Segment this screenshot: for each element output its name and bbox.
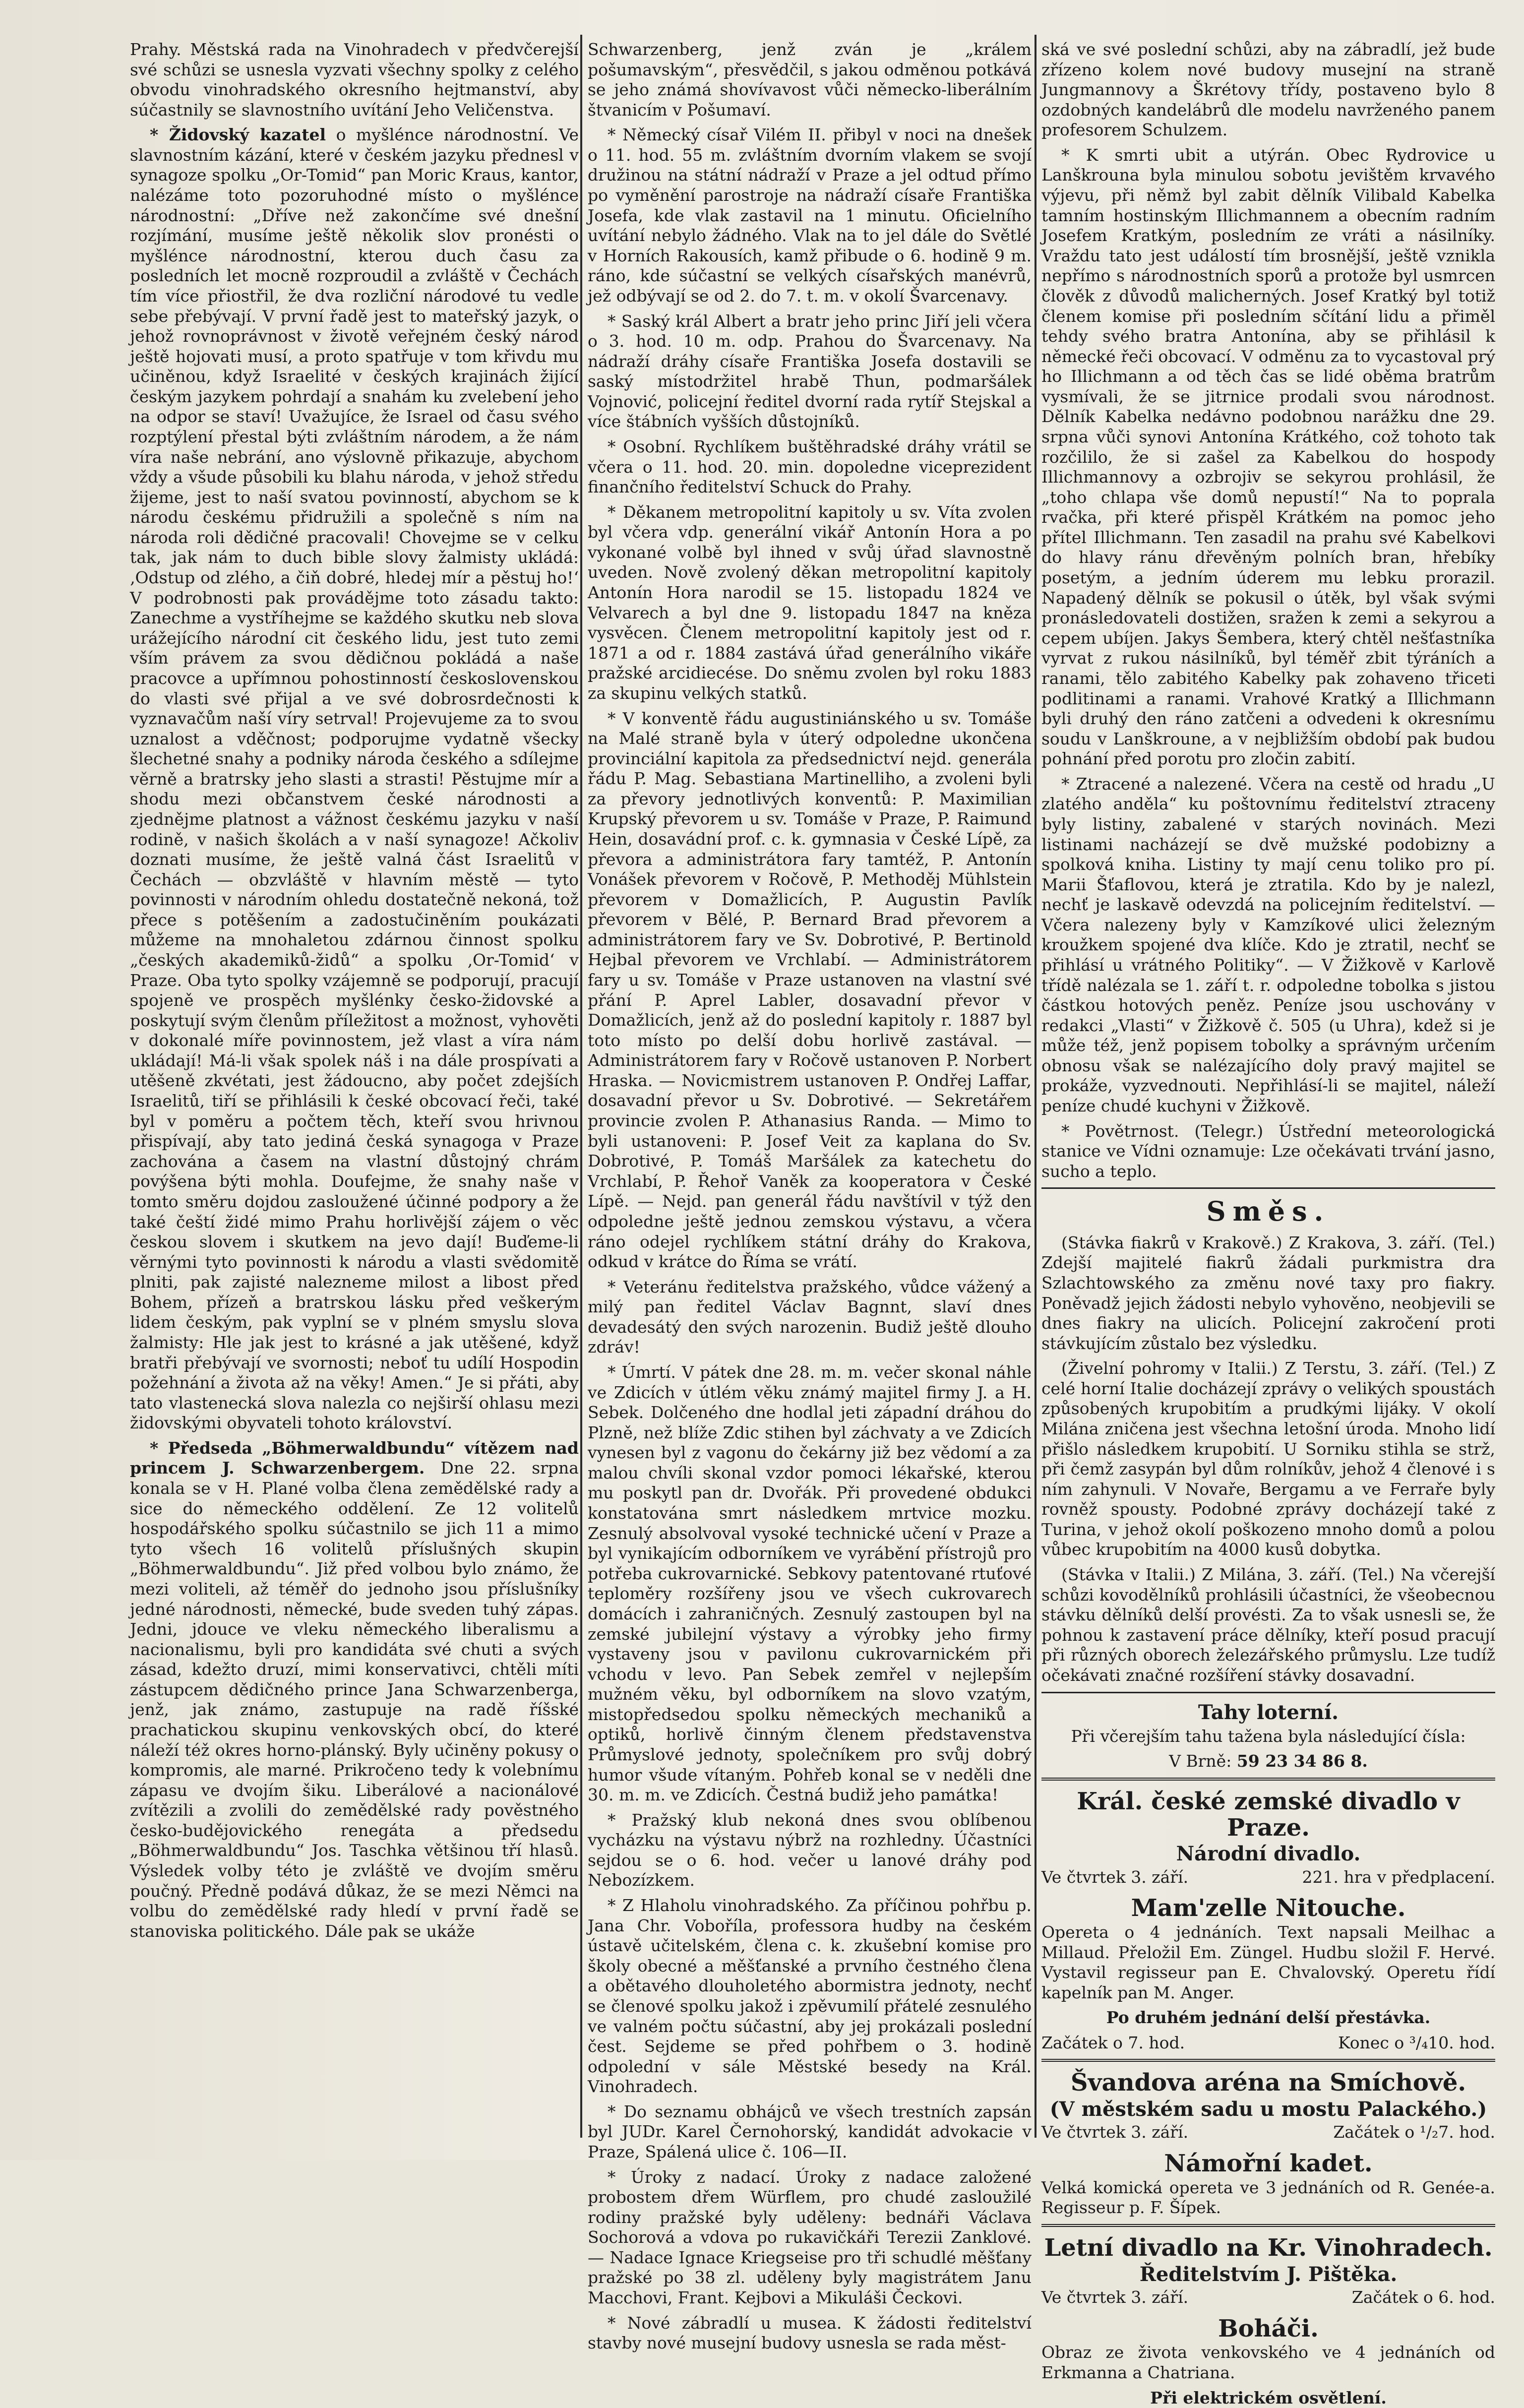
lottery-results xyxy=(1041,1751,1495,1772)
theatre-subtitle: (V městském sadu u mostu Palackého.) xyxy=(1041,2097,1495,2121)
article-paragraph: * Německý císař Vilém II. přibyl v noci na dnešek o 11. hod. 55 m. zvláštním dvorním vlakem se svojí družinou na státní nádraží v Praze a jel odtud přímo po vyměnění parostroje na nádraží císaře Františka Josefa, kde vlak zastavil na 1 minutu. Oficielního uvítání nebylo žádného. Vlak na to jel dále do Světlé v Horních Rakousích, kamž přibude o 6. hodině 9 m. ráno, kde súčastní se velkých císařských manévrů, jež odbývají se od 2. do 7. t. m. v okolí Švarcenavy. xyxy=(588,125,1032,306)
column-2 xyxy=(588,40,1032,2133)
section-heading: Směs. xyxy=(1041,1195,1495,1228)
play-start: Začátek o 6. hod. xyxy=(1352,2287,1495,2308)
play-start: Začátek o ¹/₂7. hod. xyxy=(1333,2122,1495,2143)
article-paragraph: * Nové zábradlí u musea. K žádosti ředitelství stavby nové musejní budovy usnesla se rada měst- xyxy=(588,2313,1032,2353)
play-description: Obraz ze života venkovského ve 4 jednáních od Erkmanna a Chatriana. xyxy=(1041,2343,1495,2383)
article-paragraph: * V konventě řádu augustiniánského u sv. Tomáše na Malé straně byla v úterý odpoledne ukončena provinciální kapitola za předsednictví nejd. generála řádu P. Mag. Sebastiana Martinelliho, a zvoleni byli za převory jednotlivých konventů: P. Maximilian Krupský převorem u sv. Tomáše v Praze, P. Raimund Hein, dosavádní prof. c. k. gymnasia v České Lípě, za převora a administrátora fary tamtéž, P. Antonín Vonášek převorem v Ročově, P. Methoděj Mühlstein převorem v Domažlicích, P. Augustin Pavlík převorem v Bělé, P. Bernard Brad převorem a administrátorem fary ve Sv. Dobrotivé, P. Bertinold Hejbal převorem ve Vrchlabí. — Administrátorem fary u sv. Tomáše v Praze ustanoven na vlastní své přání P. Aprel Labler, dosavadní převor v Domažlicích, jenž až do poslední kapitoly r. 1887 byl toto místo po delší dobu horlivě zastával. — Administrátorem fary v Ročově ustanoven P. Norbert Hraska. — Novicmistrem ustanoven P. Ondřej Laffar, dosavadní převor u Sv. Dobrotivé. — Sekretářem provincie zvolen P. Athanasius Randa. — Mimo to byli ustanoveni: P. Josef Veit za kaplana do Sv. Dobrotivé, P. Tomáš Maršálek za katechetu do Vrchlabí, P. Řehoř Vaněk za kooperatora v České Lípě. — Nejd. pan generál řádu navštívil v týž den odpoledne ještě jednou zemskou výstavu, a včera ráno odejel rychlíkem státní dráhy do Krakova, odkud v krátce do Říma se vrátí. xyxy=(588,709,1032,1272)
column-rule xyxy=(580,35,582,2138)
theatre-subtitle: Ředitelstvím J. Pištěka. xyxy=(1041,2262,1495,2286)
play-end: Konec o ³/₄10. hod. xyxy=(1338,2033,1495,2053)
article-paragraph: * Do seznamu obhájců ve všech trestních zapsán byl JUDr. Karel Černohorský, kandidát advokacie v Praze, Spálená ulice č. 106—II. xyxy=(588,2102,1032,2162)
play-times xyxy=(1041,2033,1495,2053)
theatre-title: Král. české zemské divadlo v Praze. xyxy=(1041,1789,1495,1841)
section-divider xyxy=(1041,2224,1495,2227)
theatre-date: Ve čtvrtek 3. září. xyxy=(1041,2122,1188,2143)
section-divider xyxy=(1041,2059,1495,2062)
lottery-title: Tahy loterní. xyxy=(1041,1700,1495,1725)
play-title: Boháči. xyxy=(1041,2316,1495,2342)
article-title: * Předseda „Böhmerwaldbundu“ vítězem nad princem J. Schwarzenbergem. xyxy=(130,1438,579,1478)
column-3 xyxy=(1041,40,1495,2133)
news-item: (Stávka fiakrů v Krakově.) Z Krakova, 3. září. (Tel.) Zdejší majitelé fiakrů žádali purkmistra dra Szlachtowského za změnu nové taxy pro fiakry. Poněvadž jejich žádosti nebylo vyhověno, neobjevili se dnes fiakry na ulicích. Policejní zakročení proti stávkujícím zůstalo bez výsledku. xyxy=(1041,1233,1495,1354)
theatre-title: Letní divadlo na Kr. Vinohradech. xyxy=(1041,2235,1495,2261)
article-text: Dne 22. srpna konala se v H. Plané volba člena zemědělské rady a sice do německého oddělení. Ze 12 volitelů hospodářského spolku súčastnilo se jich 11 a mimo tyto všech 16 volitelů příslušných skupin „Böhmerwaldbundu“. Již před volbou bylo známo, že mezi voliteli, až téměř do jednoho jsou příslušníky jedné národnosti, německé, bude sveden tuhý zápas. Jedni, jdouce ve vleku německého liberalismu a nacionalismu, byli pro kandidáta své chuti a svých zásad, kdežto druzí, mimi konservativci, chtěli míti zástupcem dědičného prince Jana Schwarzenberga, jenž, jak známo, zastupuje na radě říšské prachatickou skupinu venkovských obcí, do které náleží též okres horno-plánský. Byly učiněny pokusy o kompromis, ale marné. Prikročeno tedy k volebnímu zápasu ve dvojím šiku. Liberálové a nacionálové zvítězili a zvolili do zemědělské rady pověstného česko-budějovického renegáta a předsedu „Böhmerwaldbundu“ Jos. Taschka většinou tří hlasů. Výsledek volby této je zvláště ve dvojím směru poučný. Předně podává důkaz, že se mezi Němci na volbu do zemědělské rady hledí v první řadě se stanoviska politického. Dále pak se ukáže xyxy=(130,1458,579,1940)
article-paragraph: * Saský král Albert a bratr jeho princ Jiří jeli včera o 3. hod. 10 m. odp. Prahou do Švarcenavy. Na nádraží dráhy císaře Františka Josefa dostavili se saský místodržitel hrabě Thun, podmaršálek Vojnović, policejní ředitel dvorní rada rytíř Stejskal a více štábních vyšších důstojníků. xyxy=(588,311,1032,432)
column-1 xyxy=(130,40,579,2133)
article-paragraph xyxy=(130,125,579,1433)
section-divider xyxy=(1041,1692,1495,1693)
article-paragraph: * Povětrnost. (Telegr.) Ústřední meteorologická stanice ve Vídni oznamuje: Lze očekávati trvání jasno, sucho a teplo. xyxy=(1041,1121,1495,1182)
play-title: Mam'zelle Nitouche. xyxy=(1041,1895,1495,1921)
article-paragraph: * Veteránu ředitelstva pražského, vůdce vážený a milý pan ředitel Václav Bagnnt, slaví dnes devadesátý den svých narozenin. Budiž ještě dlouho zdráv! xyxy=(588,1277,1032,1358)
article-paragraph xyxy=(130,1438,579,1941)
article-paragraph: Schwarzenberg, jenž zván je „králem pošumavským“, přesvědčil, s jakou odměnou potkává se jeho známá shovívavost vůči německo-liberálním štvanicím v Pošumaví. xyxy=(588,40,1032,120)
lottery-intro: Při včerejším tahu tažena byla následující čísla: xyxy=(1041,1727,1495,1747)
article-paragraph: * Úmrtí. V pátek dne 28. m. m. večer skonal náhle ve Zdicích v útlém věku známý majitel firmy J. a H. Sebek. Dolčeného dne hodlal jeti západní dráhou do Plzně, než blíže Zdic stihen byl záchvaty a ve Zdicích vynesen byl z vagonu do čekárny již bez vědomí a za malou chvíli skonal vzdor pomoci lékařské, kterou mu poskytl pan dr. Dvořák. Při provedené obdukci konstatována smrt následkem mrtvice mozku. Zesnulý absolvoval vysoké technické učení v Praze a byl vynikajícím odborníkem ve vyrábění přístrojů pro potřeba cukrovarnické. Sebkovy patentované rtuťové teploměry rozšířeny jsou ve všech cukrovarech domácích i zahraničných. Zesnulý zastoupen byl na zemské jubilejní výstavy a výrobky jeho firmy vystaveny jsou v pavilonu cukrovarnickém při vchodu v levo. Pan Sebek zemřel v nejlepším mužném věku, byl odborníkem na slovo vzatým, mistopředsedou spolku německých mechaniků a optiků, horlivě činným členem představenstva Průmyslové jednoty, společníkem pro svůj dobrý humor všude vítaným. Pohřeb konal se v neděli dne 30. m. m. ve Zdicích. Čestná budiž jeho památka! xyxy=(588,1362,1032,1805)
article-title: * Židovský kazatel xyxy=(150,125,326,144)
play-note: Při elektrickém osvětlení. xyxy=(1041,2388,1495,2408)
play-start: Začátek o 7. hod. xyxy=(1041,2033,1185,2053)
article-paragraph: * Ztracené a nalezené. Včera na cestě od hradu „U zlatého anděla“ ku poštovnímu ředitelství ztraceny byly listiny, zabalené v starých novinách. Mezi listinami nacházejí se dvě mužské podobizny a spolková kniha. Listiny ty mají cenu toliko pro pí. Marii Šťaflovou, která je ztratila. Kdo by je nalezl, nechť je laskavě odevzdá na policejním ředitelství. — Včera nalezeny byly v Kamzíkové ulici železným kroužkem spojené dva klíče. Kdo je ztratil, nechť se přihlásí u vrátného Politiky“. — V Žižkově v Karlově třídě nalézala se 1. září t. r. odpoledne tobolka s jistou částkou hotových peněz. Peníze jsou uschovány v redakci „Vlasti“ v Žižkově č. 505 (u Uhra), kdež si je může též, jenž popisem tobolky a správným určením obnosu však se nalézajícího doly pravý majitel se prokáže, vyzvednouti. Nepřihlásí-li se majitel, náleží peníze chudé kuchyni v Žižkově. xyxy=(1041,774,1495,1116)
play-note: Po druhém jednání delší přestávka. xyxy=(1041,2008,1495,2028)
article-paragraph: * Děkanem metropolitní kapitoly u sv. Víta zvolen byl včera vdp. generální vikář Antonín Hora a po vykonané volbě byl ihned v svůj úřad slavnostně uveden. Nově zvolený děkan metropolitní kapitoly Antonín Hora narodil se 15. listopadu 1824 ve Velvarech a byl dne 9. listopadu 1847 na kněza vysvěcen. Členem metropolitní kapitoly jest od r. 1871 a od r. 1884 zastává úřad generálního vikáře pražské arcidiecése. Do sněmu zvolen byl roku 1883 za skupinu velkých statků. xyxy=(588,502,1032,704)
section-divider xyxy=(1041,1778,1495,1781)
article-paragraph: * K smrti ubit a utýrán. Obec Rydrovice u Lanškrouna byla minulou sobotu jevištěm krvavého výjevu, při němž byl zabit dělník Vilibald Kabelka tamním hostinským Illichmannem a obecním radním Josefem Kratkým, posledním ze vráti a násilníky. Vraždu tato jest událostí tím brosnější, ještě vznikla nepřímo s národnostních sporů a protože byl usmrcen člověk z důvodů malicherných. Josef Kratký byl totiž členem komise při posledním sčítání lidu a přiměl tehdy svého bratra Antonína, aby se přihlásil k německé řeči obcovací. V odměnu za to vycastoval prý ho Illichmann a od těch čas se lidé oběma bratrům vysmívali, že se jitrnice prodali svou národnost. Dělník Kabelka nedávno podobnou narážku dne 29. srpna vůči synovi Antonína Krátkého, což tohoto tak rozčililo, že si zašel za Kabelkou do hospody Illichmannovy a ozbrojiv se sekyrou prohlásil, že „toho chlapa vše domů nepustí!“ Na to poprala rvačka, při které přispěl Krátkém na pomoc jeho přítel Illichmann. Ten zasadil na prahu své Kabelkovi do hlavy ránu dřevěným polních bran, hřebíky posetým, a jedním úderem mu lebku prorazil. Napadený dělník se pokusil o útěk, byl však svými pronásledovateli dostižen, sražen k zemi a sekyrou a cepem ubíjen. Jakys Šembera, který chtěl nešťastníka vyrvat z rukou násilníků, byl téměř zbit týráních a ranami, tělo zabitého Kabelky pak zohaveno třiceti podlitinami a ranami. Vrahové Kratký a Illichmann byli druhý den ráno zatčeni a odvedeni k okresnímu soudu v Lanškroune, a v nejbližším období pak budou pohnání před porotu pro zločin zabití. xyxy=(1041,145,1495,769)
lottery-numbers: 59 23 34 86 8. xyxy=(1237,1751,1368,1771)
article-text: o myšlénce národnostní. Ve slavnostním kázání, které v českém jazyku přednesl v synagoze spolku „Or-Tomid“ pan Moric Kraus, kantor, nalézáme toto pozoruhodné místo o myšlénce národnostní: „Dříve než zakončíme své dnešní rozjímání, musíme ještě několik slov pronésti o myšlénce národnostní, kterou duch času za posledních let mocně rozproudil a zvláště v Čechách tím více přiostřil, že dva rozliční národové tu vedle sebe přebývají. V první řadě jest to mateřský jazyk, o jehož rovnoprávnost v životě veřejném český národ ještě hojovati musí, a proto spatřuje v tom křivdu mu učiněnou, když Israelité v českých krajinách žijící českým jazykem pohrdají a snahám ku zvelebení jeho na odpor se staví! Uvažujíce, že Israel od času svého rozptýlení přestal býti zvláštním národem, a že nám víra naše nebrání, ano výslovně přikazuje, abychom vždy a všude působili ku blahu národa, v jehož středu žijeme, jest to naší svatou povinností, abychom se k národu českému přidružili a společně s ním na národa roli dědičné pracovali! Chovejme se v celku tak, jak nám to duch bible slovy žalmisty ukládá: ‚Odstup od zlého, a čiň dobré, hledej mír a pěstuj ho!‘ V podrobnosti pak provádějme toto zásadu takto: Zanechme a vystříhejme se každého skutku neb slova urážejícího národní cit českého lidu, jest tuto zemi vším právem za svou dědičnou pokládá a naše pracovce a upřímnou pohostinností československou do vlasti své přijal a ve své dobrosrdečnosti k vyznavačům naší víry setrval! Projevujeme za to svou uznalost a vděčnost; podporujme vydatně všecky šlechetné snahy a podniky národa českého a sdílejme věrně a bratrsky jeho slasti a strasti! Pěstujme mír a shodu mezi občanstvem české národnosti a zjednějme platnost a vážnost českému jazyku v naší rodině, v našich školách a v naší synagoze! Ačkoliv doznati musíme, že ještě valná část Israelitů v Čechách — obzvláště v hlavním městě — tyto povinnosti v národním ohledu dostatečně nekoná, tož přece s potěšením a zadostučiněním poukázati můžeme na mnohaletou zdárnou činnost spolku „českých akademiků-židů“ a spolku ‚Or-Tomid‘ v Praze. Oba tyto spolky vzájemně se podporují, pracují spojeně ve prospěch myšlénky česko-židovské a poskytují svým členům příležitost a možnost, vyhověti v dokonalé míře povinnostem, jež vlast a víra nám ukládají! Má-li však spolek náš i na dále prospívati a utěšeně zkvétati, jest žádoucno, aby počet zdejších Israelitů, tiří se přihlásili k české obcovací řeči, také byl v poměru a počtem těch, kteří svou hrivnou přispívají, aby tato jediná česká synagoga v Praze zachována a časem na vlastní důstojný chrám povýšena býti mohla. Doufejme, že snahy naše v tomto směru dojdou zasloužené účinné podpory a že také čeští židé mimo Prahu horlivější zájem o věc českou slovem i skutkem na jevo dají! Buďeme-li věrnými tyto povinnosti k národu a vlasti svědomitě plniti, pak zajisté nalezneme milost a libost před Bohem, přízeň a bratrskou lásku před veškerým lidem českým, pak vyplní se v plném smyslu slova žalmisty: Hle jak jest to krásné a jak utěšené, když bratři přebývají ve svornosti; neboť tu udílí Hospodin požehnání a života až na věky! Amen.“ Je si přáti, aby tato vlastenecká slova nalezla co nejširší ohlasu mezi židovskými obyvateli tohoto království. xyxy=(130,125,579,1432)
theatre-performance: 221. hra v předplacení. xyxy=(1302,1867,1495,1888)
play-description: Opereta o 4 jednáních. Text napsali Meilhac a Millaud. Přeložil Em. Züngel. Hudbu složil F. Hervé. Vystavil regisseur pan E. Chvalovský. Operetu řídí kapelník pan M. Anger. xyxy=(1041,1922,1495,2003)
article-paragraph: * Úroky z nadací. Úroky z nadace založené probostem dřem Würflem, pro chudé zasloužilé rodiny pražské byly uděleny: bednáři Václava Sochorová a vdova po rukavičkáři Terezii Zanklové. — Nadace Ignace Kriegseise pro tři schudlé měšťany pražské po 38 zl. uděleny byly magistrátem Janu Macchovi, Frant. Kejbovi a Mikuláši Čeckovi. xyxy=(588,2167,1032,2308)
play-title: Námořní kadet. xyxy=(1041,2151,1495,2177)
theatre-date-row xyxy=(1041,2287,1495,2308)
theatre-subtitle: Národní divadlo. xyxy=(1041,1842,1495,1866)
theatre-date-row xyxy=(1041,2122,1495,2143)
article-paragraph: ská ve své poslední schůzi, aby na zábradlí, jež bude zřízeno kolem nové budovy musejní na straně Jungmannovy a Škrétovy třídy, postaveno bylo 8 ozdobných kandelábrů dle modelu navrženého panem profesorem Schulzem. xyxy=(1041,40,1495,140)
theatre-date: Ve čtvrtek 3. září. xyxy=(1041,1867,1188,1888)
theatre-date: Ve čtvrtek 3. září. xyxy=(1041,2287,1188,2308)
column-rule xyxy=(1035,35,1036,2138)
theatre-title: Švandova aréna na Smíchově. xyxy=(1041,2070,1495,2096)
article-paragraph: * Osobní. Rychlíkem buštěhradské dráhy vrátil se včera o 11. hod. 20. min. dopoledne viceprezident finančního ředitelství Schuck do Prahy. xyxy=(588,437,1032,497)
article-paragraph: * Pražský klub nekoná dnes svou oblíbenou vycházku na výstavu nýbrž na rozhledny. Účastníci sejdou se o 6. hod. večer u lanové dráhy pod Nebozízkem. xyxy=(588,1810,1032,1891)
article-paragraph: * Z Hlaholu vinohradského. Za příčinou pohřbu p. Jana Chr. Voboříla, professora hudby na českém ústavě učitelském, člena c. k. zkušební komise pro školy obecné a měšťanské a prvního čestného člena a obětavého dlouholetého abormistra jednoty, nechť se členové spolku jakož i zpěvumilí přátelé zesnulého ve valném počtu súčastní, aby jej prokázali poslední čest. Sejdeme se před pohřbem o 3. hodině odpolední v sále Městské besedy na Král. Vinohradech. xyxy=(588,1896,1032,2097)
lottery-city: V Brně: xyxy=(1169,1751,1231,1771)
article-paragraph: Prahy. Městská rada na Vinohradech v předvčerejší své schůzi se usnesla vyzvati všechny spolky z celého obvodu vinohradského okresního hejtmanství, aby súčastnily se slavnostního uvítání Jeho Veličenstva. xyxy=(130,40,579,120)
news-item: (Stávka v Italii.) Z Milána, 3. září. (Tel.) Na včerejší schůzi kovodělníků prohlásili účastníci, že všeobecnou stávku dělníků delší provésti. Za to však usnesli se, že pohnou k zastavení práce dělníky, kteří posud pracují při různých oborech železářského průmyslu. Lze tudíž očekávati značné rozšíření stávky dosavadní. xyxy=(1041,1565,1495,1685)
play-description: Velká komická opereta ve 3 jednáních od R. Genée-a. Regisseur p. F. Šípek. xyxy=(1041,2178,1495,2218)
section-divider xyxy=(1041,1187,1495,1189)
news-item: (Živelní pohromy v Italii.) Z Terstu, 3. září. (Tel.) Z celé horní Italie docházejí zprávy o velikých spoustách způsobených krupobitím a prudkými lijáky. V okolí Milána zničena jest všechna letošní úroda. Mnoho lidí přišlo následkem krupobití. U Sorniku stihla se strž, při čemž zasypán byl dům rolníkův, jehož 4 členové i s ním zahynuli. V Novaře, Bergamu a ve Ferraře byly rovněž spousty. Podobné zprávy docházejí také z Turina, v jehož okolí poškozeno mnoho domů a polou vůbec krupobitím na 4000 kusů dobytka. xyxy=(1041,1358,1495,1560)
theatre-date-row xyxy=(1041,1867,1495,1888)
